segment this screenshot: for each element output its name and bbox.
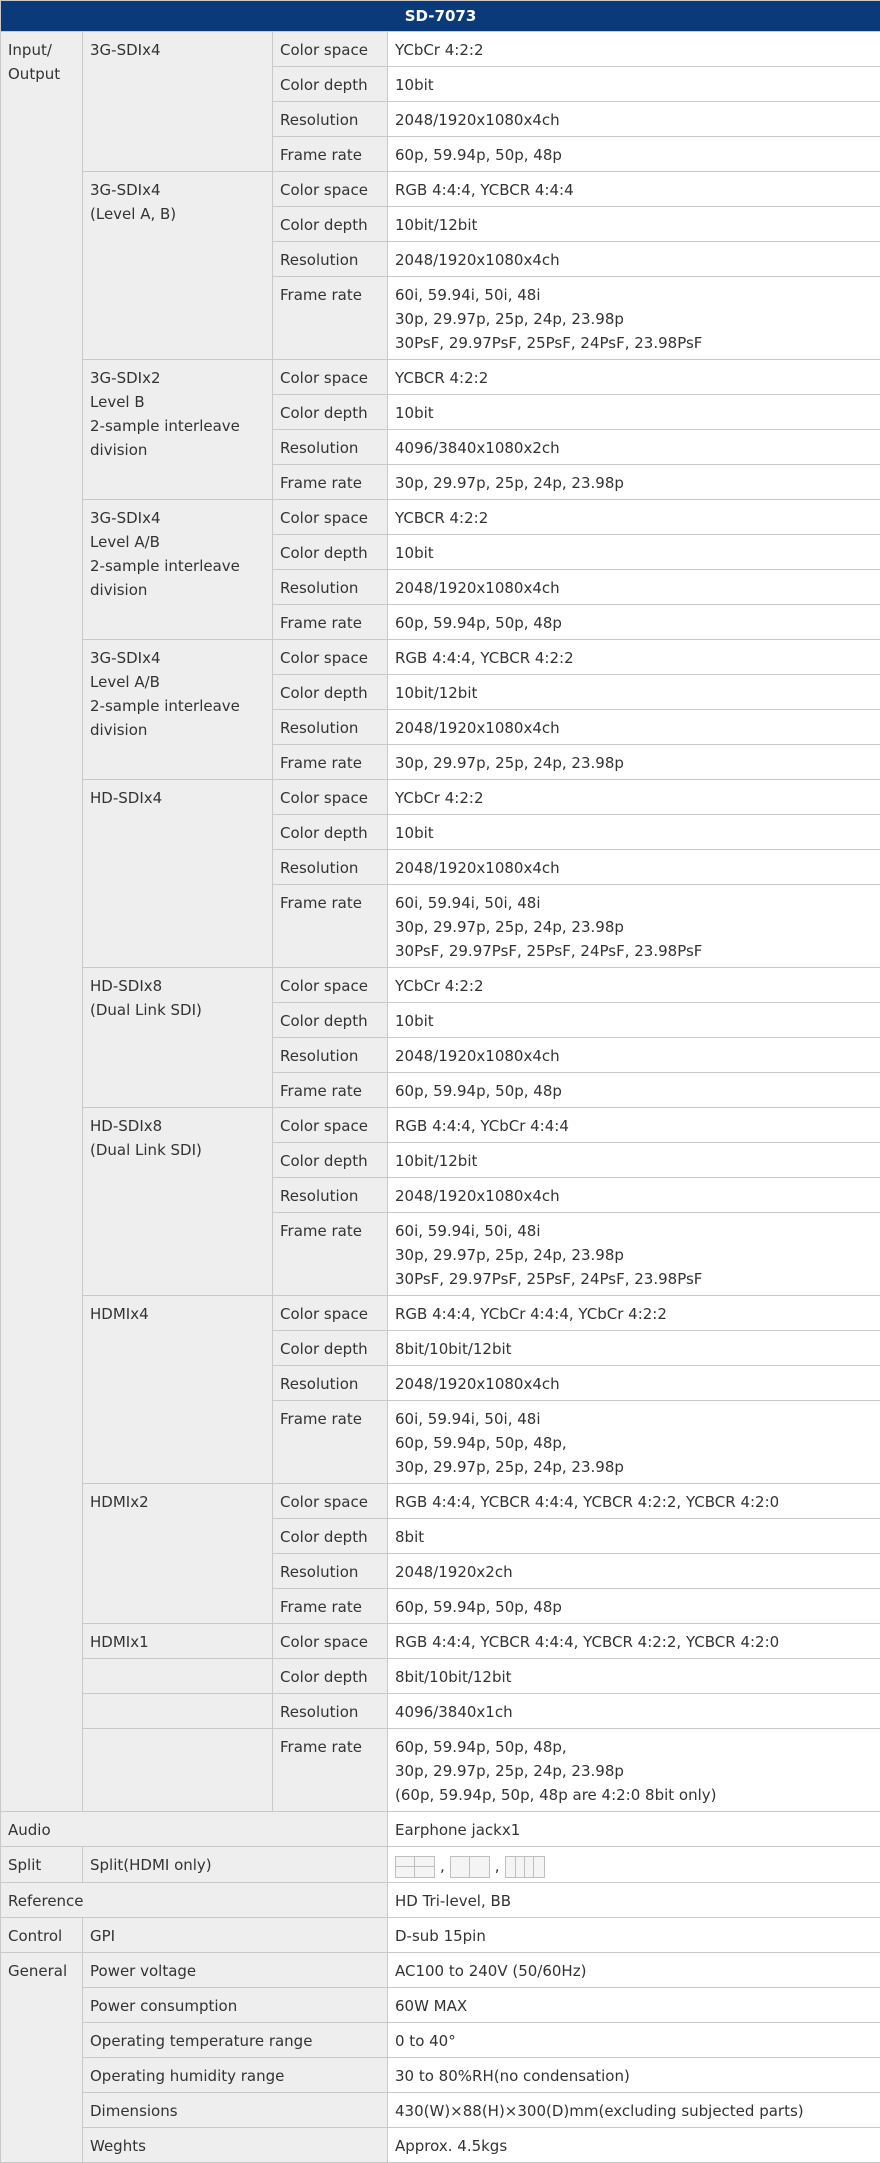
interface-name — [83, 1659, 273, 1694]
param-value-line: 60p, 59.94p, 50p, 48p — [395, 1079, 873, 1103]
interface-name — [83, 360, 273, 500]
param-label: Color depth — [273, 535, 388, 570]
param-value — [388, 815, 880, 850]
interface-name-line: 3G-SDIx2 — [90, 366, 265, 390]
param-value — [388, 102, 880, 137]
param-label: Frame rate — [273, 1213, 388, 1296]
table-row — [1, 780, 880, 815]
param-value-line: 10bit — [395, 1009, 873, 1033]
general-row-value: 430(W)×88(H)×300(D)mm(excluding subjected parts) — [388, 2092, 880, 2127]
param-label: Frame rate — [273, 745, 388, 780]
param-label: Color depth — [273, 207, 388, 242]
param-value-line: 8bit/10bit/12bit — [395, 1665, 873, 1689]
param-label: Resolution — [273, 430, 388, 465]
param-label: Color space — [273, 1108, 388, 1143]
param-value — [388, 67, 880, 102]
interface-name-line: division — [90, 438, 265, 462]
param-value — [388, 745, 880, 780]
split-dual-icon — [450, 1856, 490, 1878]
param-label: Color depth — [273, 1659, 388, 1694]
interface-name-line: (Level A, B) — [90, 202, 265, 226]
param-label: Color space — [273, 640, 388, 675]
split-separator: , — [495, 1854, 500, 1878]
table-row — [1, 1108, 880, 1143]
param-value — [388, 172, 880, 207]
param-label: Frame rate — [273, 1589, 388, 1624]
general-row-value: AC100 to 240V (50/60Hz) — [388, 1952, 880, 1987]
interface-name-line: (Dual Link SDI) — [90, 1138, 265, 1162]
split-sub-label: Split(HDMI only) — [83, 1847, 388, 1883]
table-row — [1, 1917, 880, 1952]
audio-label: Audio — [1, 1812, 388, 1847]
interface-name-line: HDMIx4 — [90, 1302, 265, 1326]
general-row-label: Operating humidity range — [83, 2057, 388, 2092]
param-value — [388, 1519, 880, 1554]
interface-name-line: 3G-SDIx4 — [90, 178, 265, 202]
param-value-line: 30p, 29.97p, 25p, 24p, 23.98p — [395, 915, 873, 939]
general-row-value: 30 to 80%RH(no condensation) — [388, 2057, 880, 2092]
param-label: Color space — [273, 968, 388, 1003]
param-label: Resolution — [273, 102, 388, 137]
param-value — [388, 277, 880, 360]
interface-name-line: 2-sample interleave — [90, 414, 265, 438]
param-value-line: 60i, 59.94i, 50i, 48i — [395, 891, 873, 915]
param-value-line: 60i, 59.94i, 50i, 48i — [395, 1219, 873, 1243]
interface-name — [83, 32, 273, 172]
param-value-line: 2048/1920x1080x4ch — [395, 576, 873, 600]
interface-name-line: Level A/B — [90, 670, 265, 694]
param-value — [388, 1484, 880, 1519]
param-value — [388, 1624, 880, 1659]
param-value-line: YCbCr 4:2:2 — [395, 786, 873, 810]
table-row — [1, 1847, 880, 1883]
table-row — [1, 2022, 880, 2057]
param-value-line: 2048/1920x1080x4ch — [395, 716, 873, 740]
interface-name-line: 3G-SDIx4 — [90, 646, 265, 670]
io-label-line: Output — [8, 62, 75, 86]
general-row-value: Approx. 4.5kgs — [388, 2127, 880, 2162]
table-row — [1, 640, 880, 675]
param-value-line: 2048/1920x1080x4ch — [395, 1044, 873, 1068]
param-label: Resolution — [273, 1554, 388, 1589]
param-value — [388, 710, 880, 745]
param-value — [388, 640, 880, 675]
param-value-line: YCBCR 4:2:2 — [395, 366, 873, 390]
interface-name-line: HDMIx2 — [90, 1490, 265, 1514]
table-row — [1, 1694, 880, 1729]
interface-name-line: 2-sample interleave — [90, 694, 265, 718]
param-value-line: 30p, 29.97p, 25p, 24p, 23.98p — [395, 1455, 873, 1479]
param-value — [388, 207, 880, 242]
param-label: Resolution — [273, 242, 388, 277]
param-value — [388, 430, 880, 465]
param-value-line: 2048/1920x1080x4ch — [395, 856, 873, 880]
interface-name — [83, 640, 273, 780]
table-row — [1, 1729, 880, 1812]
param-value — [388, 1366, 880, 1401]
param-label: Color depth — [273, 1003, 388, 1038]
table-row — [1, 1296, 880, 1331]
table-row — [1, 1882, 880, 1917]
control-sub-label: GPI — [83, 1917, 388, 1952]
table-row — [1, 968, 880, 1003]
param-value-line: YCBCR 4:2:2 — [395, 506, 873, 530]
param-label: Color depth — [273, 1143, 388, 1178]
param-value-line: 10bit — [395, 401, 873, 425]
param-value-line: 8bit/10bit/12bit — [395, 1337, 873, 1361]
param-value-line: 30p, 29.97p, 25p, 24p, 23.98p — [395, 1243, 873, 1267]
param-value — [388, 1073, 880, 1108]
param-label: Color depth — [273, 815, 388, 850]
param-value — [388, 780, 880, 815]
param-label: Frame rate — [273, 1401, 388, 1484]
interface-name — [83, 1694, 273, 1729]
param-value-line: 10bit/12bit — [395, 1149, 873, 1173]
table-row — [1, 2127, 880, 2162]
param-value — [388, 1143, 880, 1178]
param-label: Color depth — [273, 1519, 388, 1554]
param-label: Frame rate — [273, 1729, 388, 1812]
interface-name — [83, 1729, 273, 1812]
param-value-line: 60i, 59.94i, 50i, 48i — [395, 283, 873, 307]
split-icons — [395, 1854, 545, 1878]
table-row — [1, 1484, 880, 1519]
param-label: Resolution — [273, 1366, 388, 1401]
interface-name-line: 3G-SDIx4 — [90, 38, 265, 62]
param-value-line: 2048/1920x1080x4ch — [395, 248, 873, 272]
control-value: D-sub 15pin — [388, 1917, 880, 1952]
param-value-line: 30p, 29.97p, 25p, 24p, 23.98p — [395, 1759, 873, 1783]
param-value — [388, 675, 880, 710]
general-row-label: Dimensions — [83, 2092, 388, 2127]
param-value-line: 2048/1920x1080x4ch — [395, 108, 873, 132]
interface-name — [83, 172, 273, 360]
interface-name — [83, 500, 273, 640]
param-label: Color space — [273, 500, 388, 535]
param-value-line: YCbCr 4:2:2 — [395, 38, 873, 62]
param-value — [388, 535, 880, 570]
general-row-label: Weghts — [83, 2127, 388, 2162]
param-value-line: 60i, 59.94i, 50i, 48i — [395, 1407, 873, 1431]
param-label: Frame rate — [273, 1073, 388, 1108]
param-label: Frame rate — [273, 137, 388, 172]
param-value-line: RGB 4:4:4, YCBCR 4:4:4 — [395, 178, 873, 202]
param-value — [388, 1296, 880, 1331]
table-title: SD-7073 — [1, 1, 880, 32]
table-row — [1, 2057, 880, 2092]
interface-name — [83, 968, 273, 1108]
param-label: Color space — [273, 1624, 388, 1659]
param-value — [388, 1554, 880, 1589]
general-row-value: 60W MAX — [388, 1987, 880, 2022]
split-label: Split — [1, 1847, 83, 1883]
param-value-line: 30PsF, 29.97PsF, 25PsF, 24PsF, 23.98PsF — [395, 331, 873, 355]
param-value-line: 4096/3840x1080x2ch — [395, 436, 873, 460]
param-value-line: RGB 4:4:4, YCBCR 4:4:4, YCBCR 4:2:2, YCBCR 4:2:0 — [395, 1630, 873, 1654]
param-value-line: 30p, 29.97p, 25p, 24p, 23.98p — [395, 751, 873, 775]
general-row-label: Power voltage — [83, 1952, 388, 1987]
general-row-value: 0 to 40° — [388, 2022, 880, 2057]
param-value — [388, 395, 880, 430]
interface-name-line: Level B — [90, 390, 265, 414]
table-row — [1, 1659, 880, 1694]
table-row — [1, 1952, 880, 1987]
param-value-line: RGB 4:4:4, YCbCr 4:4:4, YCbCr 4:2:2 — [395, 1302, 873, 1326]
param-value — [388, 968, 880, 1003]
param-label: Color depth — [273, 395, 388, 430]
param-value-line: 30p, 29.97p, 25p, 24p, 23.98p — [395, 471, 873, 495]
audio-value: Earphone jackx1 — [388, 1812, 880, 1847]
param-value — [388, 137, 880, 172]
param-value — [388, 1401, 880, 1484]
param-value-line: 60p, 59.94p, 50p, 48p, — [395, 1431, 873, 1455]
param-label: Resolution — [273, 1038, 388, 1073]
param-value-line: 2048/1920x1080x4ch — [395, 1372, 873, 1396]
param-value-line: 10bit — [395, 821, 873, 845]
interface-name — [83, 1296, 273, 1484]
param-value-line: 60p, 59.94p, 50p, 48p — [395, 143, 873, 167]
reference-label: Reference — [1, 1882, 388, 1917]
param-value — [388, 1038, 880, 1073]
table-row — [1, 1987, 880, 2022]
param-value — [388, 1694, 880, 1729]
param-label: Frame rate — [273, 277, 388, 360]
interface-name-line: Level A/B — [90, 530, 265, 554]
param-value-line: RGB 4:4:4, YCBCR 4:4:4, YCBCR 4:2:2, YCBCR 4:2:0 — [395, 1490, 873, 1514]
param-value — [388, 32, 880, 67]
interface-name-line: HDMIx1 — [90, 1630, 265, 1654]
param-value-line: YCbCr 4:2:2 — [395, 974, 873, 998]
param-value-line: 30PsF, 29.97PsF, 25PsF, 24PsF, 23.98PsF — [395, 1267, 873, 1291]
param-value — [388, 1003, 880, 1038]
param-value-line: RGB 4:4:4, YCbCr 4:4:4 — [395, 1114, 873, 1138]
param-label: Color space — [273, 32, 388, 67]
param-label: Color depth — [273, 1331, 388, 1366]
table-row — [1, 32, 880, 67]
param-value-line: 60p, 59.94p, 50p, 48p — [395, 611, 873, 635]
param-value — [388, 500, 880, 535]
param-value-line: 2048/1920x2ch — [395, 1560, 873, 1584]
interface-name-line: division — [90, 718, 265, 742]
param-label: Frame rate — [273, 605, 388, 640]
param-value — [388, 1108, 880, 1143]
param-value-line: 10bit/12bit — [395, 213, 873, 237]
table-row — [1, 360, 880, 395]
param-value-line: 30PsF, 29.97PsF, 25PsF, 24PsF, 23.98PsF — [395, 939, 873, 963]
interface-name-line: HD-SDIx4 — [90, 786, 265, 810]
table-row — [1, 2092, 880, 2127]
general-label: General — [1, 1952, 83, 2162]
interface-name — [83, 1624, 273, 1659]
param-label: Color space — [273, 1484, 388, 1519]
table-row — [1, 1812, 880, 1847]
param-value-line: 10bit — [395, 73, 873, 97]
split-separator: , — [440, 1854, 445, 1878]
interface-name-line: 2-sample interleave — [90, 554, 265, 578]
param-label: Resolution — [273, 570, 388, 605]
param-value — [388, 1331, 880, 1366]
interface-name-line: (Dual Link SDI) — [90, 998, 265, 1022]
param-value — [388, 242, 880, 277]
control-label: Control — [1, 1917, 83, 1952]
reference-value: HD Tri-level, BB — [388, 1882, 880, 1917]
interface-name-line: HD-SDIx8 — [90, 1114, 265, 1138]
param-label: Color depth — [273, 675, 388, 710]
param-value-line: 10bit — [395, 541, 873, 565]
interface-name — [83, 780, 273, 968]
param-value — [388, 850, 880, 885]
param-value-line: 4096/3840x1ch — [395, 1700, 873, 1724]
io-label-line: Input/ — [8, 38, 75, 62]
param-value-line: RGB 4:4:4, YCBCR 4:2:2 — [395, 646, 873, 670]
param-value-line: 30p, 29.97p, 25p, 24p, 23.98p — [395, 307, 873, 331]
param-label: Color space — [273, 172, 388, 207]
param-label: Color depth — [273, 67, 388, 102]
param-value — [388, 885, 880, 968]
param-value-line: 2048/1920x1080x4ch — [395, 1184, 873, 1208]
table-row — [1, 500, 880, 535]
param-label: Frame rate — [273, 885, 388, 968]
param-value — [388, 1659, 880, 1694]
param-value — [388, 1178, 880, 1213]
param-value — [388, 465, 880, 500]
param-value-line: 60p, 59.94p, 50p, 48p — [395, 1595, 873, 1619]
param-value — [388, 570, 880, 605]
param-label: Color space — [273, 780, 388, 815]
interface-name-line: 3G-SDIx4 — [90, 506, 265, 530]
split-quad-column-icon — [505, 1856, 545, 1878]
param-value — [388, 1729, 880, 1812]
general-row-label: Power consumption — [83, 1987, 388, 2022]
param-value — [388, 1589, 880, 1624]
param-value — [388, 1213, 880, 1296]
param-label: Frame rate — [273, 465, 388, 500]
interface-name — [83, 1484, 273, 1624]
general-row-label: Operating temperature range — [83, 2022, 388, 2057]
param-label: Resolution — [273, 1694, 388, 1729]
split-quad-icon — [395, 1856, 435, 1878]
param-value — [388, 605, 880, 640]
param-label: Color space — [273, 360, 388, 395]
io-group-label — [1, 32, 83, 1812]
param-value-line: (60p, 59.94p, 50p, 48p are 4:2:0 8bit only) — [395, 1783, 873, 1807]
param-value-line: 10bit/12bit — [395, 681, 873, 705]
param-value — [388, 360, 880, 395]
param-label: Resolution — [273, 710, 388, 745]
table-row — [1, 172, 880, 207]
param-value-line: 8bit — [395, 1525, 873, 1549]
interface-name-line: division — [90, 578, 265, 602]
param-label: Color space — [273, 1296, 388, 1331]
param-label: Resolution — [273, 850, 388, 885]
param-value-line: 60p, 59.94p, 50p, 48p, — [395, 1735, 873, 1759]
split-value — [388, 1847, 880, 1883]
interface-name — [83, 1108, 273, 1296]
interface-name-line: HD-SDIx8 — [90, 974, 265, 998]
table-row — [1, 1624, 880, 1659]
param-label: Resolution — [273, 1178, 388, 1213]
